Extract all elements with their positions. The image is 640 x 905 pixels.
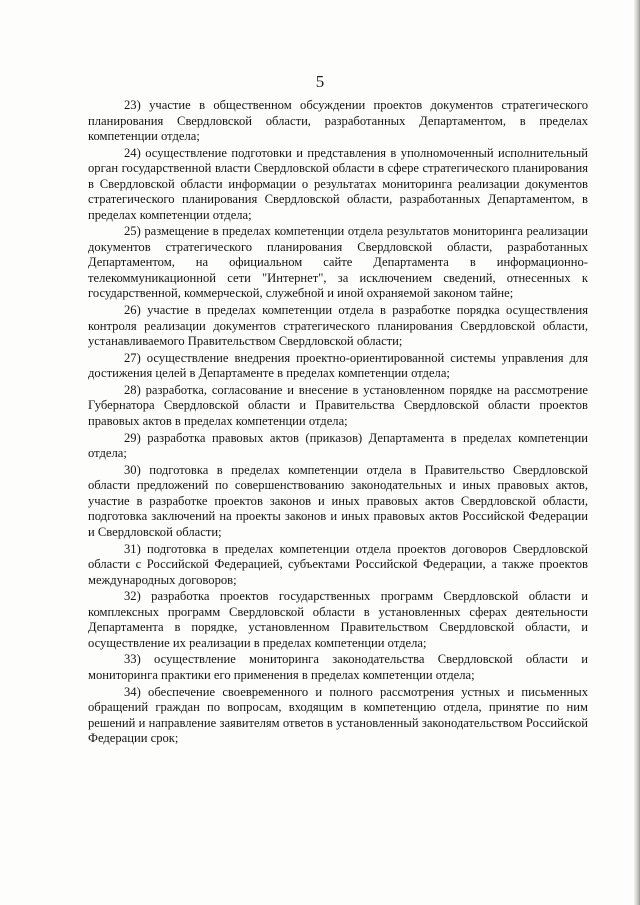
paragraph-23: 23) участие в общественном обсуждении проектов документов стратегического планирования Свердловской области, разработанных Департаментом, в пределах компетенции отдела;	[88, 98, 588, 143]
paragraph-34: 34) обеспечение своевременного и полного рассмотрения устных и письменных обращений граждан по вопросам, входящим в компетенцию отдела, принятие по ним решений и направление заявителям ответов в установленный законодательством Российской Федерации срок;	[88, 684, 588, 746]
paragraph-29: 29) разработка правовых актов (приказов) Департамента в пределах компетенции отдела;	[88, 430, 588, 461]
paragraph-24: 24) осуществление подготовки и представления в уполномоченный исполнительный орган государственной власти Свердловской области в сфере стратегического планирования в Свердловской области информации о результатах мониторинга реализации документов стратегического планирования Свердловской области, разработанных Департаментом, в пределах компетенции отдела;	[88, 145, 588, 222]
page-number: 5	[315, 72, 325, 91]
paragraph-30: 30) подготовка в пределах компетенции отдела в Правительство Свердловской области предложений по совершенствованию законодательных и иных правовых актов, участие в разработке проектов законов и иных правовых актов Свердловской области, подготовка заключений на проекты законов и иных правовых актов Российской Федерации и Свердловской области;	[88, 462, 588, 539]
paragraph-28: 28) разработка, согласование и внесение в установленном порядке на рассмотрение Губернатора Свердловской области и Правительства Свердловской области проектов правовых актов в пределах компетенции отдела;	[88, 382, 588, 428]
paragraph-32: 32) разработка проектов государственных программ Свердловской области и комплексных программ Свердловской области в установленных сферах деятельности Департамента в порядке, установленном Правительством Свердловской области, и осуществление их реализации в пределах компетенции отдела;	[88, 589, 588, 650]
paragraph-33: 33) осуществление мониторинга законодательства Свердловской области и мониторинга практики его применения в пределах компетенции отдела;	[88, 652, 588, 682]
paragraph-25: 25) размещение в пределах компетенции отдела результатов мониторинга реализации документов стратегического планирования Свердловской области, разработанных Департаментом, на официальном сайте Департамента в информационно-телекоммуникационной сети "Интернет", за исключением сведений, отнесенных к государственной, коммерческой, служебной и иной охраняемой законом тайне;	[88, 224, 588, 301]
paragraph-27: 27) осуществление внедрения проектно-ориентированной системы управления для достижения целей в Департаменте в пределах компетенции отдела;	[88, 350, 588, 381]
paragraph-31: 31) подготовка в пределах компетенции отдела проектов договоров Свердловской области с Российской Федерацией, субъектами Российской Федерации, а также проектов международных договоров;	[88, 541, 588, 587]
document-body	[88, 98, 588, 748]
paragraph-26: 26) участие в пределах компетенции отдела в разработке порядка осуществления контроля реализации документов стратегического планирования Свердловской области, устанавливаемого Правительством Свердловской области;	[88, 303, 588, 349]
scan-edge-shadow	[634, 0, 640, 905]
